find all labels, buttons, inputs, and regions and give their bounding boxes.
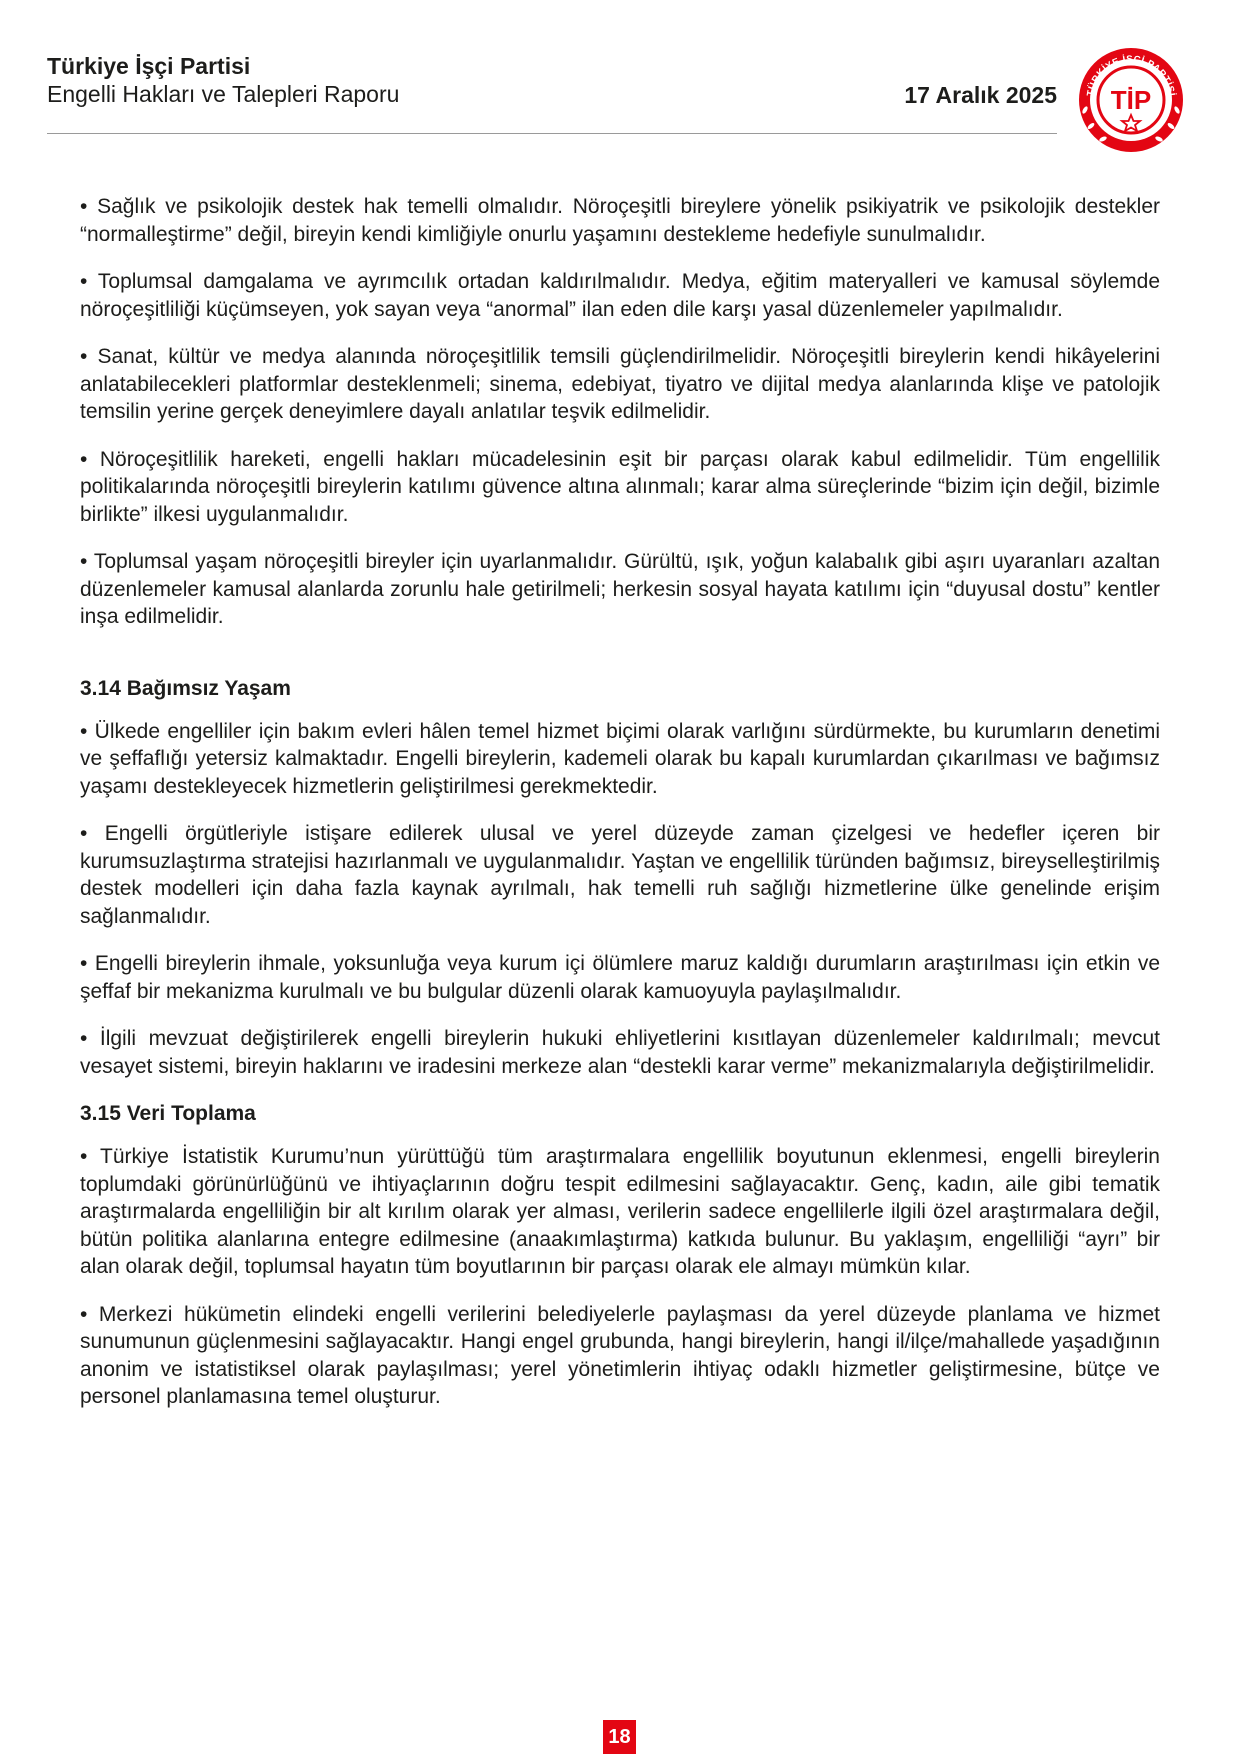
list-item: • Toplumsal yaşam nöroçeşitli bireyler için uyarlanmalıdır. Gürültü, ışık, yoğun kalabalık gibi aşırı uyaranları azaltan düzenlemeler kamusal alanlarda zorunlu hale getirilmeli; herkesin sosyal hayata katılımı için “duyusal dostu” kentler inşa edilmelidir. <box>80 550 1160 628</box>
section-heading-veri-toplama: 3.15 Veri Toplama <box>80 1102 256 1125</box>
list-item: • Sağlık ve psikolojik destek hak temelli olmalıdır. Nöroçeşitli bireylere yönelik psikiyatrik ve psikolojik destekler “normalleştirme” değil, bireyin kendi kimliğiyle onurlu yaşamını destekleme hedefiyle sunulmalıdır. <box>80 195 1160 246</box>
page-number: 18 <box>603 1720 636 1754</box>
list-item: • Engelli bireylerin ihmale, yoksunluğa veya kurum içi ölümlere maruz kaldığı durumların araştırılması için etkin ve şeffaf bir mekanizma kurulmalı ve bu bulgular düzenli olarak kamuoyuyla paylaşılmalıdır. <box>80 952 1160 1003</box>
svg-text:TİP: TİP <box>1110 85 1152 115</box>
list-item: • Sanat, kültür ve medya alanında nöroçeşitlilik temsili güçlendirilmelidir. Nöroçeşitli bireylerin kendi hikâyelerini anlatabilecekleri platformlar desteklenmeli; sinema, edebiyat, tiyatro ve dijital medya alanlarında klişe ve patolojik temsilin yerine gerçek deneyimlere dayalı anlatılar teşvik edilmelidir. <box>80 345 1160 423</box>
list-item: • Türkiye İstatistik Kurumu’nun yürüttüğü tüm araştırmalara engellilik boyutunun eklenmesi, engelli bireylerin toplumdaki görünürlüğünü ve ihtiyaçlarının doğru tespit edilmesini sağlayacaktır. Genç, kadın, aile gibi tematik araştırmalarda engelliliğin bir alt kırılım olarak yer alması, verilerin sadece engellilerle ilgili özel araştırmalara değil, bütün politika alanlarına entegre edilmesine (anaakımlaştırma) katkıda bulunur. Bu yaklaşım, engelliliği “ayrı” bir alan olarak değil, toplumsal hayatın tüm boyutlarının bir parçası olarak ele almayı mümkün kılar. <box>80 1145 1160 1278</box>
page-header <box>47 52 1057 108</box>
section-heading-bagimsiz-yasam: 3.14 Bağımsız Yaşam <box>80 676 291 700</box>
header-divider <box>47 133 1057 134</box>
list-item: • İlgili mevzuat değiştirilerek engelli bireylerin hukuki ehliyetlerini kısıtlayan düzenlemeler kaldırılmalı; mevcut vesayet sistemi, bireyin haklarını ve iradesini merkeze alan “destekli karar verme” mekanizmalarıyla değiştirilmelidir. <box>80 1027 1160 1078</box>
report-date: 17 Aralık 2025 <box>904 82 1057 108</box>
list-item: • Ülkede engelliler için bakım evleri hâlen temel hizmet biçimi olarak varlığını sürdürmekte, bu kurumların denetimi ve şeffaflığı yetersiz kalmaktadır. Engelli bireylerin, kademeli olarak bu kapalı kurumlardan çıkarılması ve bağımsız yaşamı destekleyecek hizmetlerin geliştirilmesi gerekmektedir. <box>80 719 1160 798</box>
svg-text:TÜRKİYE İŞÇİ PARTİSİ: TÜRKİYE İŞÇİ PARTİSİ <box>1085 53 1177 98</box>
list-item: • Merkezi hükümetin elindeki engelli verilerini belediyelerle paylaşması da yerel düzeyde planlama ve hizmet sunumunun güçlenmesini sağlayacaktır. Hangi engel grubunda, hangi bireylerin, hangi il/ilçe/mahallede yaşadığının anonim ve istatistiksel olarak paylaşılması; yerel yönetimlerin ihtiyaç odaklı hizmetler geliştirmesine, bütçe ve personel planlamasına temel oluşturur. <box>80 1302 1160 1408</box>
report-title: Engelli Hakları ve Talepleri Raporu <box>47 81 400 107</box>
page-content <box>80 193 1160 1431</box>
list-item: • Engelli örgütleriyle istişare edilerek ulusal ve yerel düzeyde zaman çizelgesi ve hedefler içeren bir kurumsuzlaştırma stratejisi hazırlanmalı ve uygulanmalıdır. Yaştan ve engellilik türünden bağımsız, bireyselleştirilmiş destek modelleri için daha fazla kaynak ayrılmalı, hak temelli ruh sağlığı hizmetlerine ülke genelinde erişim sağlanmalıdır. <box>80 822 1160 928</box>
tip-party-logo-icon <box>1075 44 1187 156</box>
party-name: Türkiye İşçi Partisi <box>47 53 251 79</box>
list-item: • Toplumsal damgalama ve ayrımcılık ortadan kaldırılmalıdır. Medya, eğitim materyalleri ve kamusal söylemde nöroçeşitliliği küçümseyen, yok sayan veya “anormal” ilan eden dile karşı yasal düzenlemeler yapılmalıdır. <box>80 270 1160 321</box>
list-item: • Nöroçeşitlilik hareketi, engelli hakları mücadelesinin eşit bir parçası olarak kabul edilmelidir. Tüm engellilik politikalarında nöroçeşitli bireylerin katılımı güvence altına alınmalı; karar alma süreçlerinde “bizim için değil, bizimle birlikte” ilkesi uygulanmalıdır. <box>80 447 1160 526</box>
